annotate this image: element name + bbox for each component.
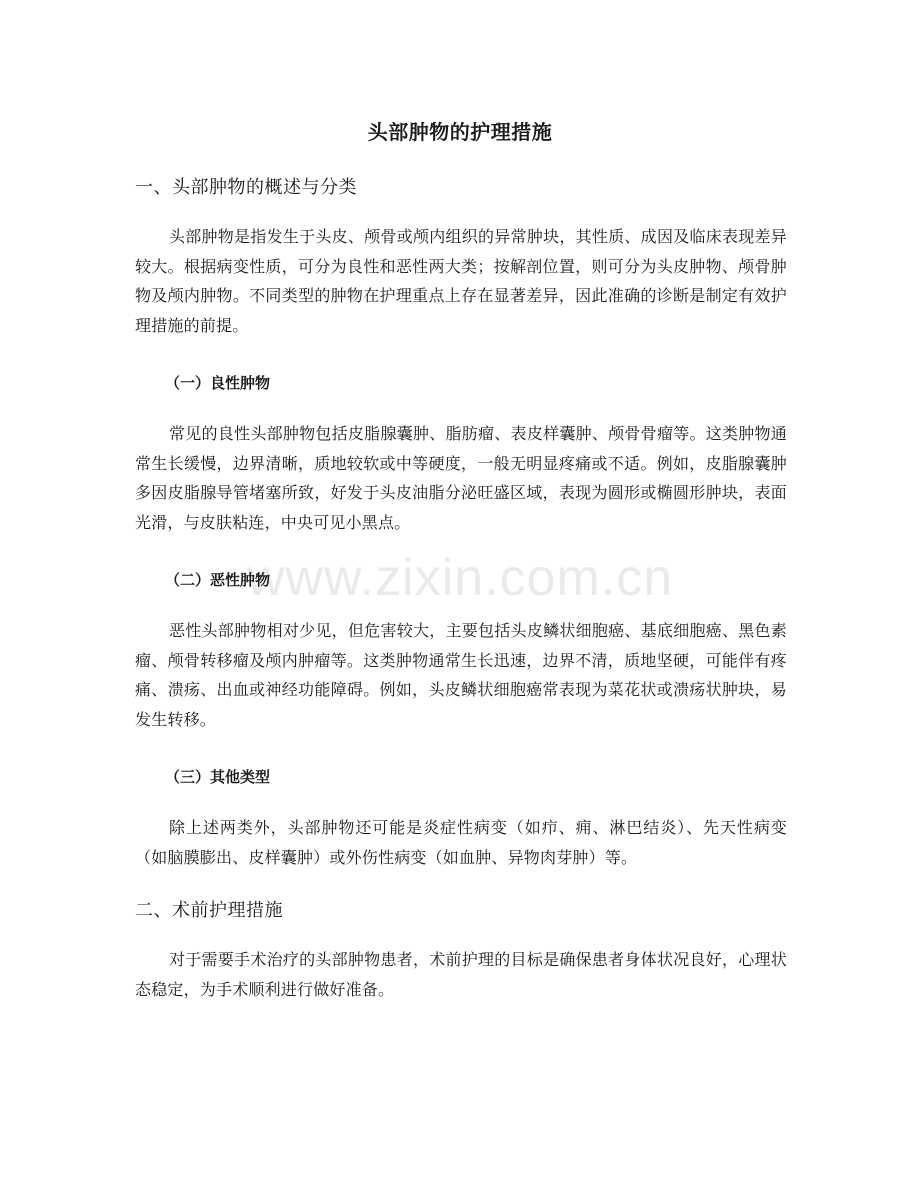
section-heading-overview: 一、头部肿物的概述与分类 bbox=[135, 177, 357, 198]
subsection-heading-other: （三）其他类型 bbox=[165, 768, 271, 786]
paragraph-other: 除上述两类外，头部肿物还可能是炎症性病变（如疖、痈、淋巴结炎）、先天性病变（如脑膜膨出、皮样囊肿）或外伤性病变（如血肿、异物肉芽肿）等。 bbox=[135, 818, 787, 867]
section-heading-preop: 二、术前护理措施 bbox=[135, 900, 283, 921]
subsection-heading-benign: （一）良性肿物 bbox=[165, 374, 271, 392]
paragraph-overview: 头部肿物是指发生于头皮、颅骨或颅内组织的异常肿块，其性质、成因及临床表现差异较大。根据病变性质，可分为良性和恶性两大类；按解剖位置，则可分为头皮肿物、颅骨肿物及颅内肿物。不同类型的肿物在护理重点上存在显著差异，因此准确的诊断是制定有效护理措施的前提。 bbox=[135, 227, 787, 335]
watermark: www.zixin.com.cn bbox=[246, 549, 674, 607]
subsection-heading-malignant: （二）恶性肿物 bbox=[165, 571, 271, 589]
paragraph-benign: 常见的良性头部肿物包括皮脂腺囊肿、脂肪瘤、表皮样囊肿、颅骨骨瘤等。这类肿物通常生长缓慢，边界清晰，质地较软或中等硬度，一般无明显疼痛或不适。例如，皮脂腺囊肿多因皮脂腺导管堵塞所致，好发于头皮油脂分泌旺盛区域，表现为圆形或椭圆形肿块，表面光滑，与皮肤粘连，中央可见小黑点。 bbox=[135, 424, 787, 532]
paragraph-malignant: 恶性头部肿物相对少见，但危害较大，主要包括头皮鳞状细胞癌、基底细胞癌、黑色素瘤、颅骨转移瘤及颅内肿瘤等。这类肿物通常生长迅速，边界不清，质地坚硬，可能伴有疼痛、溃疡、出血或神经功能障碍。例如，头皮鳞状细胞癌常表现为菜花状或溃疡状肿块，易发生转移。 bbox=[135, 621, 787, 729]
paragraph-preop: 对于需要手术治疗的头部肿物患者，术前护理的目标是确保患者身体状况良好，心理状态稳定，为手术顺利进行做好准备。 bbox=[135, 950, 787, 999]
document-title: 头部肿物的护理措施 bbox=[367, 120, 553, 144]
